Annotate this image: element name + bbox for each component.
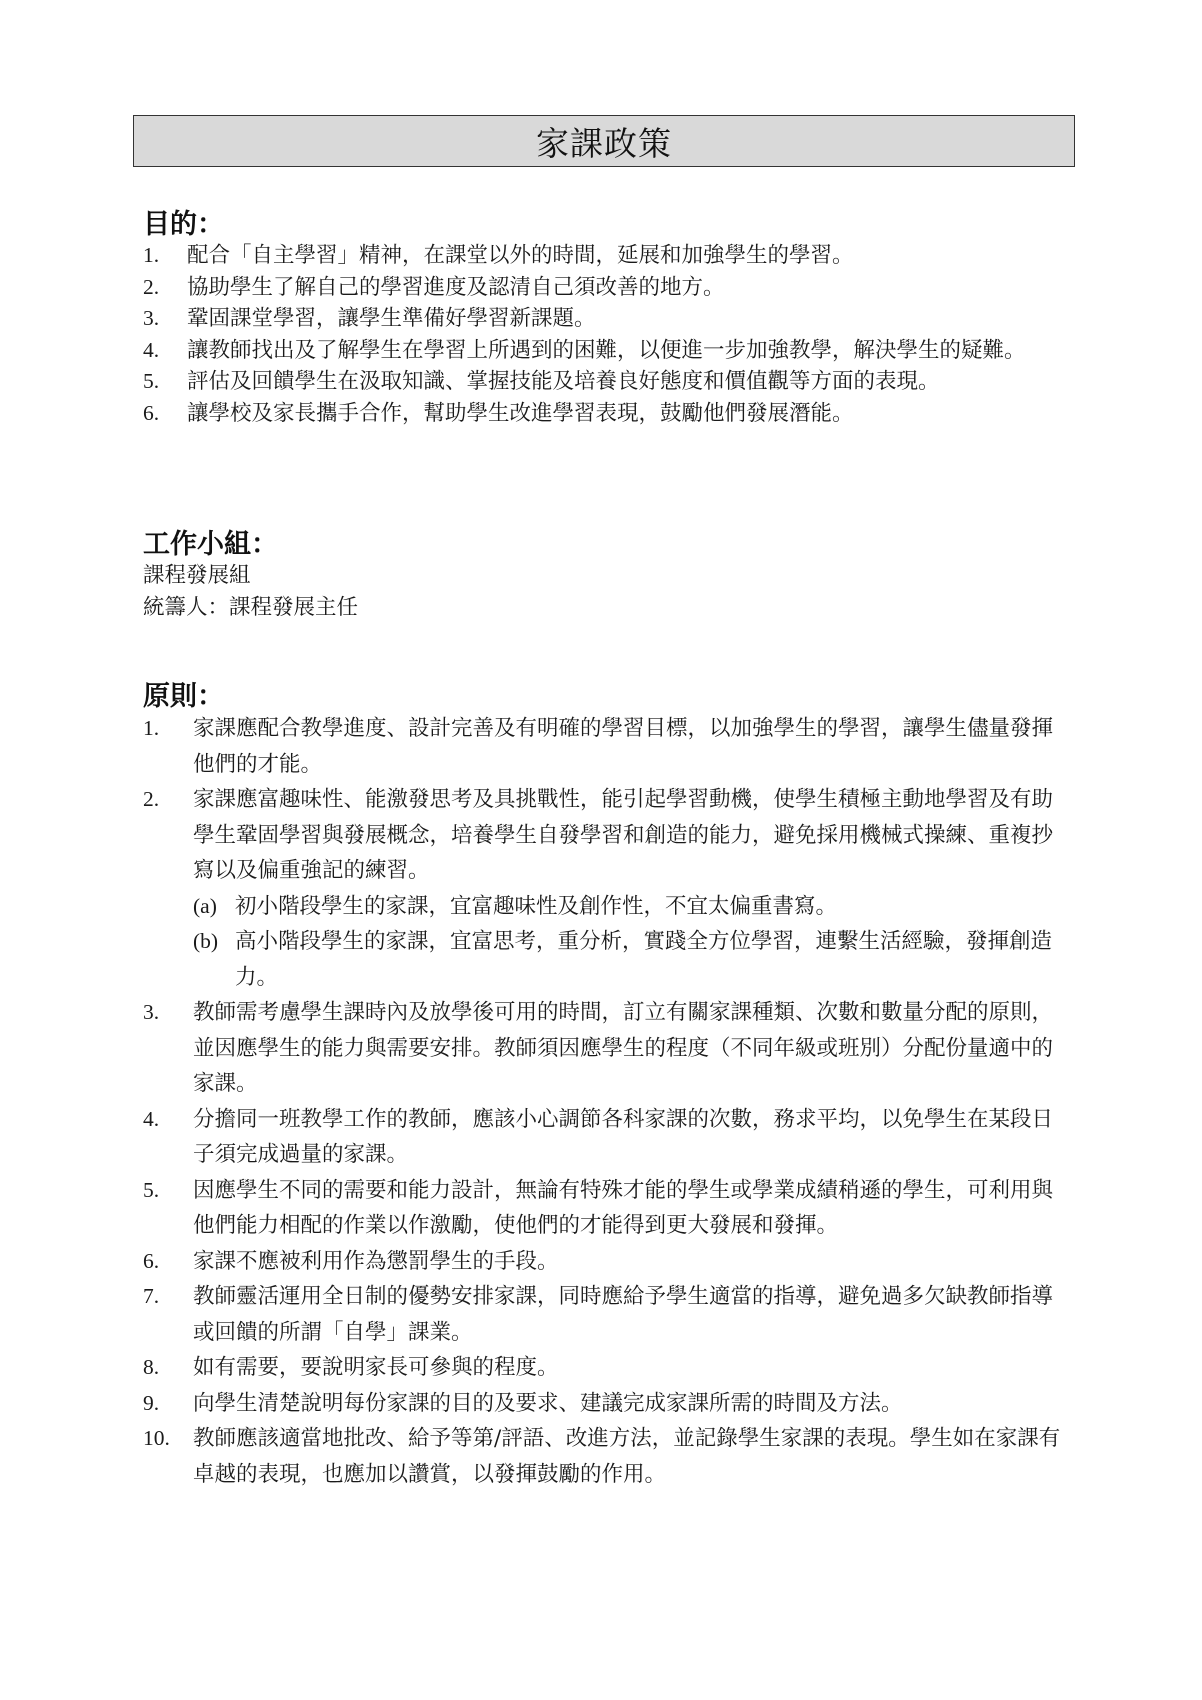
item-text: 教師需考慮學生課時內及放學後可用的時間，訂立有關家課種類、次數和數量分配的原則，並因應學生的能力與需要安排。教師須因應學生的程度（不同年級或班別）分配份量適中的家課。 [193,1000,1054,1096]
aims-list [143,240,1073,429]
item-text: 家課應配合教學進度、設計完善及有明確的學習目標，以加強學生的學習，讓學生儘量發揮他們的才能。 [193,716,1054,777]
list-item [143,1421,1073,1492]
item-number: 5. [143,1177,160,1202]
item-text: 家課應富趣味性、能激發思考及具挑戰性，能引起學習動機，使學生積極主動地學習及有助學生鞏固學習與發展概念，培養學生自發學習和創造的能力，避免採用機械式操練、重複抄寫以及偏重強記的練習。 [193,787,1054,883]
item-number: 1. [143,243,160,267]
item-text: 教師靈活運用全日制的優勢安排家課，同時應給予學生適當的指導，避免過多欠缺教師指導或回饋的所謂「自學」課業。 [193,1284,1054,1345]
item-number: 6. [143,400,160,425]
item-number: 2. [143,787,160,811]
aims-heading: 目的： [143,209,224,240]
list-item [143,1102,1073,1173]
item-number: 10. [143,1426,170,1450]
item-text: 評估及回饋學生在汲取知識、掌握技能及培養良好態度和價值觀等方面的表現。 [187,369,940,394]
list-item [143,1279,1073,1350]
item-number: 4. [143,337,160,362]
item-text: 分擔同一班教學工作的教師，應該小心調節各科家課的次數，務求平均，以免學生在某段日子須完成過量的家課。 [193,1106,1054,1167]
item-number: 9. [143,1390,160,1415]
item-text: 因應學生不同的需要和能力設計，無論有特殊才能的學生或學業成績稍遜的學生，可利用與他們能力相配的作業以作激勵，使他們的才能得到更大發展和發揮。 [193,1177,1054,1238]
item-number: 1. [143,716,160,740]
list-item [143,711,1073,782]
item-text: 教師應該適當地批改、給予等第/評語、改進方法，並記錄學生家課的表現。學生如在家課有卓越的表現，也應加以讚賞，以發揮鼓勵的作用。 [193,1426,1061,1487]
item-body [193,782,1073,995]
item-number: 2. [143,274,160,299]
item-number: 4. [143,1106,160,1131]
item-number: 8. [143,1355,160,1379]
item-text: 如有需要，要說明家長可參與的程度。 [193,1355,559,1380]
list-item [143,1173,1073,1244]
item-number: 3. [143,306,160,330]
principles-list [143,711,1073,1492]
item-text: 讓學校及家長攜手合作，幫助學生改進學習表現，鼓勵他們發展潛能。 [187,400,854,426]
list-item [143,240,1073,272]
page-title: 家課政策 [536,123,672,163]
sub-item-text: 高小階段學生的家課，宜富思考，重分析，實踐全方位學習，連繫生活經驗，發揮創造力。 [235,929,1053,990]
sub-list [193,889,1073,996]
working-group-coordinator: 統籌人：課程發展主任 [143,595,359,620]
item-text: 讓教師找出及了解學生在學習上所遇到的困難，以便進一步加強教學，解決學生的疑難。 [187,337,1026,363]
list-item [143,1244,1073,1280]
item-number: 5. [143,369,160,393]
item-number: 6. [143,1248,160,1273]
item-text: 鞏固課堂學習，讓學生準備好學習新課題。 [187,306,596,331]
list-item [143,995,1073,1102]
sub-item [193,924,1073,995]
sub-item-label: (a) [193,893,217,918]
working-group-heading: 工作小組： [143,529,278,560]
sub-item-label: (b) [193,929,219,953]
list-item [143,398,1073,430]
item-number: 3. [143,1000,160,1024]
item-text: 配合「自主學習」精神，在課堂以外的時間，延展和加強學生的學習。 [187,243,854,268]
sub-item-text: 初小階段學生的家課，宜富趣味性及創作性，不宜太偏重書寫。 [235,893,838,919]
list-item [143,1350,1073,1386]
list-item [143,335,1073,367]
sub-item [193,889,1073,925]
list-item [143,1386,1073,1422]
list-item [143,272,1073,304]
principles-heading: 原則： [143,681,224,712]
item-number: 7. [143,1284,160,1308]
working-group-team: 課程發展組 [143,563,251,588]
item-text: 協助學生了解自己的學習進度及認清自己須改善的地方。 [187,274,725,300]
list-item [143,366,1073,398]
list-item [143,782,1073,995]
list-item [143,303,1073,335]
title-banner [133,115,1075,167]
item-text: 向學生清楚說明每份家課的目的及要求、建議完成家課所需的時間及方法。 [193,1390,903,1416]
item-text: 家課不應被利用作為懲罰學生的手段。 [193,1248,559,1274]
